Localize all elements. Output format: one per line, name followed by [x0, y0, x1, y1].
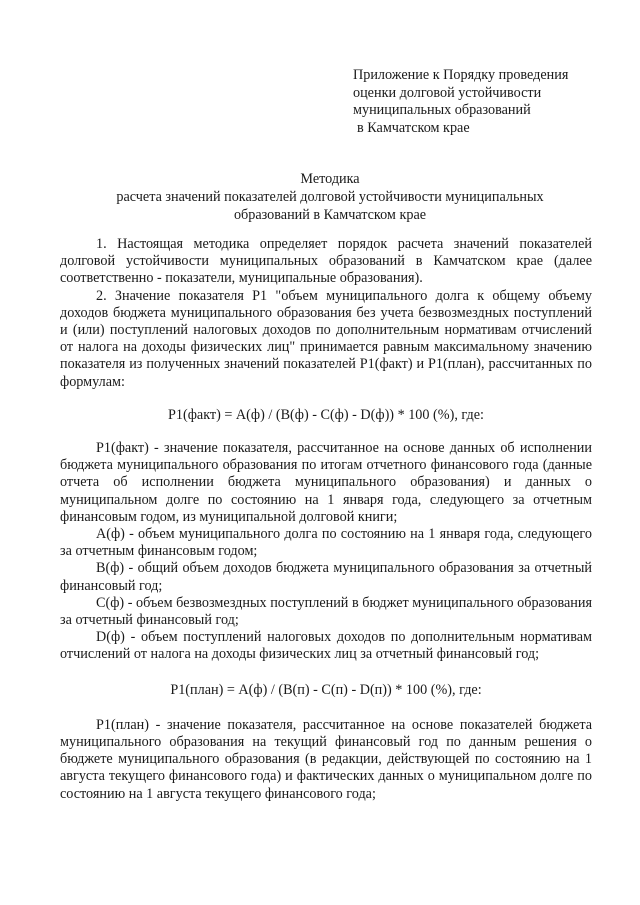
paragraph-text: 2. Значение показателя Р1 "объем муниципального долга к общему объему доходов бюджета муниципального образования без учета безвозмездных поступлений и (или) поступлений налоговых доходов по дополнительным нормативам отчислений от налога на доходы физических лиц" принимается равным максимальному значению показателя из полученных значений показателей Р1(факт) и Р1(план), рассчитанных по формулам: — [60, 287, 592, 390]
definition-p1-plan — [60, 717, 592, 803]
paragraph-1 — [60, 236, 592, 288]
definition-a-fact — [60, 526, 592, 560]
formula-plan: Р1(план) = А(ф) / (В(п) - С(п) - D(п)) * 100 (%), где: — [170, 681, 482, 698]
definition-text: А(ф) - объем муниципального долга по состоянию на 1 января года, следующего за отчетным финансовым годом; — [60, 526, 592, 560]
appendix-line: муниципальных образований — [353, 102, 531, 118]
definition-text: Р1(факт) - значение показателя, рассчитанное на основе данных об исполнении бюджета муниципального образования по итогам отчетного финансового года (данные отчета об исполнении бюджета муниципального образования) и данных о муниципальном долге по состоянию на 1 января года, следующего за отчетным финансовым годом, из муниципальной долговой книги; — [60, 440, 592, 525]
title-heading: Методика — [300, 171, 360, 187]
formula-fact: Р1(факт) = А(ф) / (В(ф) - С(ф) - D(ф)) * 100 (%), где: — [168, 406, 484, 423]
definition-d-fact — [60, 629, 592, 663]
document-body — [60, 236, 592, 803]
definition-text: С(ф) - объем безвозмездных поступлений в бюджет муниципального образования за отчетный финансовый год; — [60, 594, 592, 629]
definition-text: В(ф) - общий объем доходов бюджета муниципального образования за отчетный финансовый год; — [60, 560, 592, 594]
appendix-note — [353, 67, 613, 137]
definition-text: Р1(план) - значение показателя, рассчитанное на основе показателей бюджета муниципального образования на текущий финансовый год по данным решения о бюджете муниципального образования (в редакции, действующей по состоянию на 1 августа текущего финансового года) и фактических данных о муниципальном долге по состоянию на 1 августа текущего финансового года; — [60, 716, 592, 802]
appendix-line: в Камчатском крае — [357, 119, 470, 136]
title-subtitle-line: расчета значений показателей долговой устойчивости муниципальных — [116, 189, 544, 205]
paragraph-text: 1. Настоящая методика определяет порядок расчета значений показателей долговой устойчивости муниципальных образований в Камчатском крае (далее соответственно - показатели, муниципальные образования). — [60, 236, 592, 287]
appendix-line: Приложение к Порядку проведения — [353, 67, 569, 83]
definition-text: D(ф) - объем поступлений налоговых доходов по дополнительным нормативам отчислений от налога на доходы физических лиц за отчетный финансовый год; — [60, 629, 592, 663]
definition-c-fact — [60, 595, 592, 629]
document-title — [60, 170, 600, 224]
appendix-line: оценки долговой устойчивости — [353, 84, 542, 101]
definition-p1-fact — [60, 440, 592, 526]
definition-b-fact — [60, 560, 592, 594]
paragraph-2 — [60, 288, 592, 391]
title-subtitle-line: образований в Камчатском крае — [233, 207, 427, 223]
